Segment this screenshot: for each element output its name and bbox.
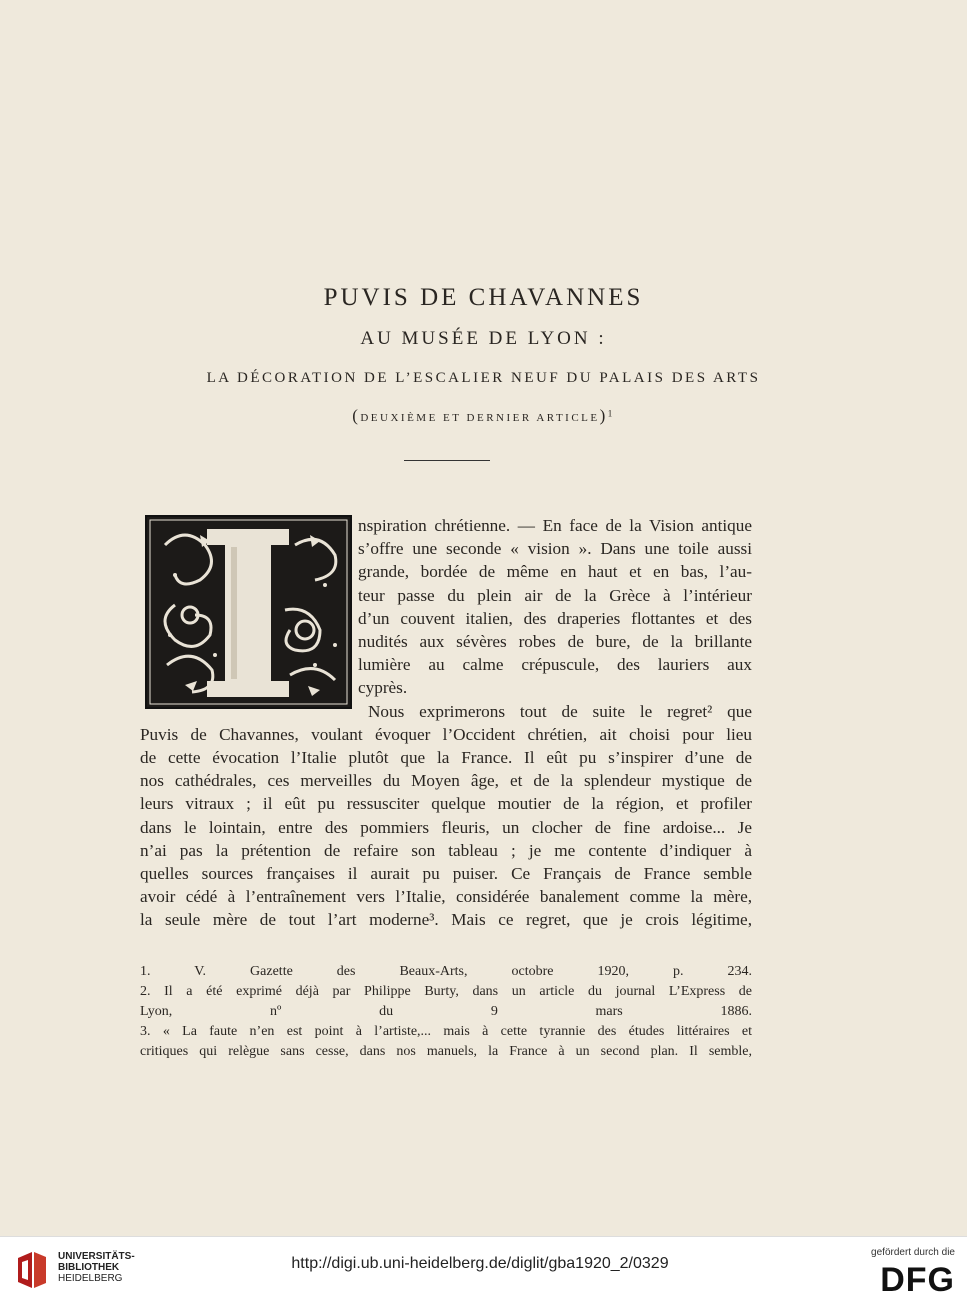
body-line: Nous exprimerons tout de suite le regret² que — [368, 701, 752, 721]
article-title: PUVIS DE CHAVANNES — [323, 284, 644, 311]
body-line: de cette évocation l’Italie plutôt que la France. Il eût pu s’inspirer d’une de — [140, 748, 752, 768]
body-line: grande, bordée de même en haut et en bas, l’au- — [358, 562, 752, 582]
body-line: nos cathédrales, ces merveilles du Moyen âge, et de la splendeur mystique de — [140, 771, 752, 791]
article-body — [140, 514, 752, 932]
footnote: 2. Il a été exprimé déjà par Philippe Burty, dans un article du journal L’Express de — [140, 984, 752, 999]
footnote: 1. V. Gazette des Beaux-Arts, octobre 1920, p. 234. — [140, 964, 752, 979]
body-line: quelles sources françaises il aurait pu puiser. Ce Français de France semble — [140, 864, 752, 884]
footnotes — [140, 962, 752, 1062]
funded-by-label: gefördert durch die — [871, 1247, 955, 1258]
body-line: dans le lointain, entre des pommiers fleuris, un clocher de fine ardoise... Je — [140, 817, 752, 837]
title-divider — [404, 460, 490, 461]
permalink-url[interactable]: http://digi.ub.uni-heidelberg.de/diglit/gba1920_2/0329 — [291, 1255, 669, 1272]
body-line: s’offre une seconde « vision ». Dans une toile aussi — [358, 539, 752, 559]
article-part: (DEUXIÈME ET DERNIER ARTICLE)$^1$ — [352, 406, 615, 425]
body-line: Puvis de Chavannes, voulant évoquer l’Occident chrétien, ait choisi pour lieu — [140, 724, 752, 744]
article-subtitle-2: LA DÉCORATION DE L’ESCALIER NEUF DU PALAIS DES ARTS — [206, 370, 761, 386]
body-line: la seule mère de tout l’art moderne³. Mais ce regret, que je crois légitime, — [140, 910, 752, 930]
library-name: UNIVERSITÄTS- BIBLIOTHEK HEIDELBERG — [58, 1251, 135, 1284]
body-line: avoir cédé à l’entraînement vers l’Italie, considérée banalement comme la mère, — [140, 887, 752, 907]
body-line: d’un couvent italien, des draperies flottantes et des — [358, 608, 752, 628]
body-line: nudités aux sévères robes de bure, de la brillante — [358, 632, 752, 652]
body-line: cyprès. — [358, 678, 408, 698]
body-line: n’ai pas la prétention de refaire son tableau ; je me contente d’indiquer à — [140, 840, 752, 860]
article-subtitle: AU MUSÉE DE LYON : — [360, 328, 607, 349]
footnote: 3. « La faute n’en est point à l’artiste,... mais à cette tyrannie des études littéraires et — [140, 1024, 752, 1039]
body-line: teur passe du plein air de la Grèce à l’intérieur — [358, 585, 752, 605]
footnote: critiques qui relègue sans cesse, dans nos manuels, la France à un second plan. Il semble, — [140, 1044, 752, 1059]
body-line: lumière au calme crépuscule, des lauriers aux — [358, 655, 752, 675]
dfg-logo: DFG — [880, 1261, 955, 1299]
viewer-footer — [0, 1236, 967, 1306]
body-line: nspiration chrétienne. — En face de la Vision antique — [358, 516, 752, 535]
footnote: Lyon, nº du 9 mars 1886. — [140, 1004, 752, 1019]
library-logo-icon — [14, 1250, 50, 1290]
body-line: leurs vitraux ; il eût pu ressusciter quelque moutier de la région, et profiler — [140, 794, 752, 814]
